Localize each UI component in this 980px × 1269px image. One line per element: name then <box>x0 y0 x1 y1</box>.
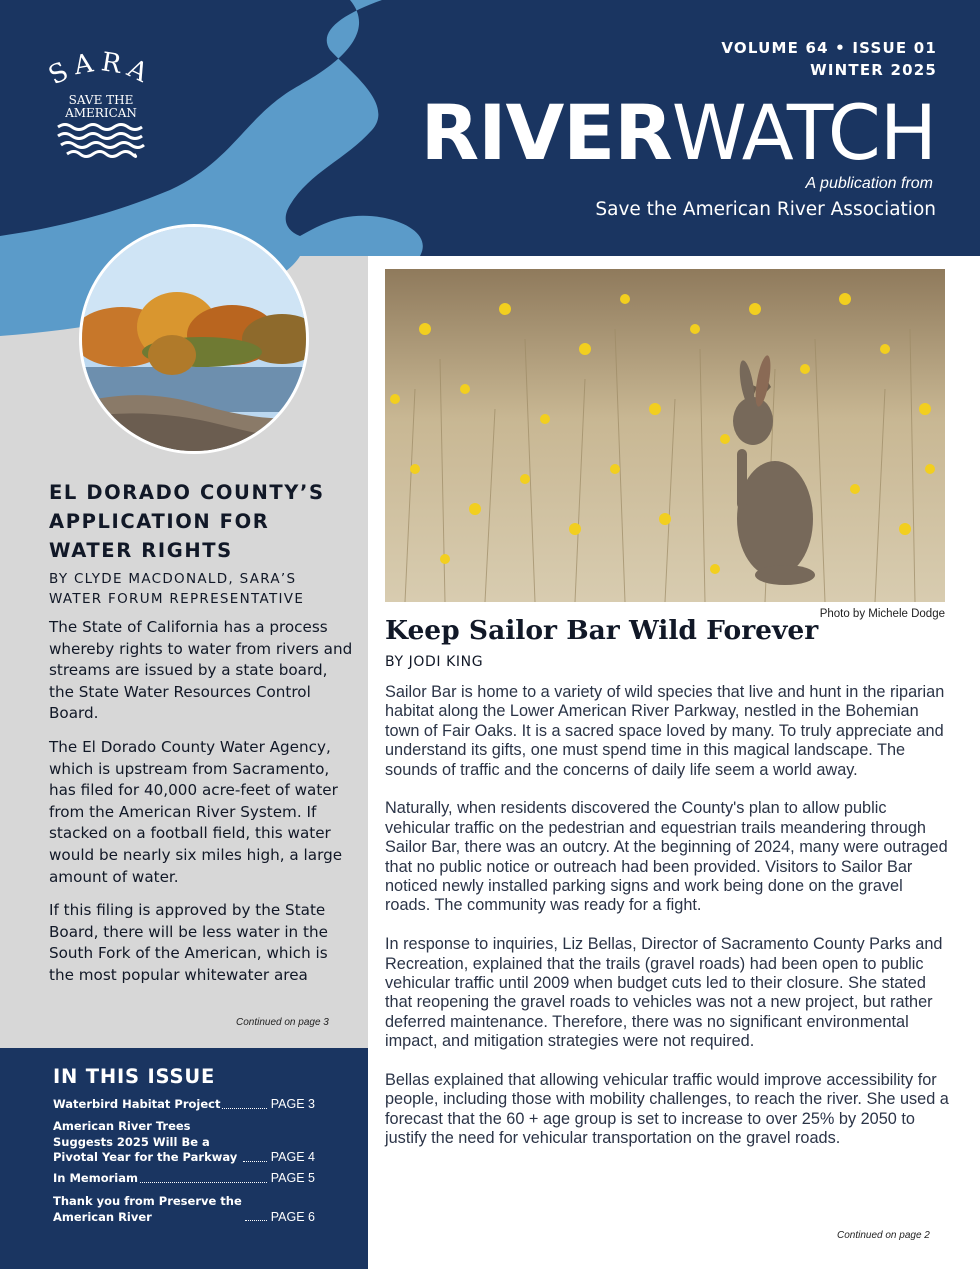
season-line: WINTER 2025 <box>810 61 937 79</box>
masthead-header <box>0 0 980 256</box>
river-photo <box>79 224 309 454</box>
volume-line: VOLUME 64 • ISSUE 01 <box>721 39 937 57</box>
issue-info <box>721 37 937 81</box>
issue-item[interactable] <box>53 1194 315 1225</box>
issue-item-name: In Memoriam <box>53 1171 138 1185</box>
main-article-title: Keep Sailor Bar Wild Forever <box>385 615 819 646</box>
svg-text:SARA <box>44 47 158 91</box>
issue-item[interactable] <box>53 1119 315 1166</box>
issue-item-name: American River Trees Suggests 2025 Will Be a Pivotal Year for the Parkway <box>53 1119 238 1164</box>
issue-item-page: PAGE 6 <box>270 1209 315 1224</box>
leader-dots <box>243 1161 267 1162</box>
issue-item-name: Waterbird Habitat Project <box>53 1097 221 1111</box>
masthead-title <box>421 88 936 178</box>
leader-dots <box>140 1182 267 1183</box>
issue-item-page: PAGE 5 <box>270 1171 315 1185</box>
main-article-body <box>385 683 950 1168</box>
left-article-byline: BY CLYDE MACDONALD, SARA’S WATER FORUM REPRESENTATIVE <box>49 571 305 607</box>
main-continued-note: Continued on page 2 <box>837 1230 930 1241</box>
issue-item-name: Thank you from Preserve the American River <box>53 1194 242 1224</box>
issue-item[interactable] <box>53 1097 315 1113</box>
photo-credit: Photo by Michele Dodge <box>819 608 945 620</box>
main-article-byline: BY JODI KING <box>385 654 484 670</box>
logo-sub-1: SAVE THE <box>68 93 134 107</box>
sara-logo <box>36 44 166 174</box>
issue-item-page: PAGE 4 <box>270 1150 315 1164</box>
main-paragraph: Sailor Bar is home to a variety of wild species that live and hunt in the riparian habitat along the Lower American River Parkway, nestled in the Bohemian town of Fair Oaks. It is a sacred space loved by many. To truly appreciate and understand its gifts, one must spend time in this magical landscape. The sounds of traffic and the concerns of daily life seem a world away. <box>385 683 945 779</box>
left-paragraph: The El Dorado County Water Agency, which is upstream from Sacramento, has filed for 40,000 acre-feet of water from the American River System. If stacked on a football field, this water would be nearly six miles high, a large amount of water. <box>49 737 343 886</box>
logo-waves-icon <box>58 125 144 157</box>
masthead-bold: RIVER <box>420 88 672 177</box>
logo-word: SARA <box>44 47 158 92</box>
publication-from: A publication from <box>805 175 933 192</box>
leader-dots <box>222 1108 266 1109</box>
left-article-body <box>49 617 353 999</box>
issue-item-page: PAGE 3 <box>270 1097 315 1111</box>
masthead-light: WATCH <box>671 88 936 177</box>
main-paragraph: Bellas explained that allowing vehicular traffic would improve accessibility for people, including those with mobility challenges, to reach the river. She used a forecast that the 60 + age group is set to increase to over 25% by 2050 to justify the need for vehicular transportation on the gravel roads. <box>385 1071 949 1148</box>
left-article-title: EL DORADO COUNTY’S APPLICATION FOR WATER RIGHTS <box>49 481 325 562</box>
left-paragraph: If this filing is approved by the State Board, there will be less water in the South Fork of the American, which is the most popular whitewater area <box>49 901 328 984</box>
issue-item[interactable] <box>53 1171 315 1187</box>
logo-sub-2: AMERICAN <box>65 106 137 120</box>
left-paragraph: The State of California has a process whereby rights to water from rivers and streams are issued by a state board, the State Water Resources Control Board. <box>49 618 353 723</box>
in-this-issue-title: IN THIS ISSUE <box>53 1065 216 1088</box>
association-name: Save the American River Association <box>595 199 936 220</box>
jackrabbit-photo <box>385 269 945 602</box>
left-continued-note: Continued on page 3 <box>236 1017 329 1028</box>
main-paragraph: In response to inquiries, Liz Bellas, Director of Sacramento County Parks and Recreation, explained that the trails (gravel roads) had been open to public vehicular traffic until 2009 when budget cuts led to their closure. She stated that reopening the gravel roads to vehicles was not a new project, but rather deferred maintenance. Therefore, there was no significant environmental impact, and mitigation strategies were not required. <box>385 935 943 1051</box>
in-this-issue-box <box>0 1048 368 1269</box>
main-paragraph: Naturally, when residents discovered the County's plan to allow public vehicular traffic on the pedestrian and equestrian trails meandering through Sailor Bar, there was an outcry. At the beginning of 2024, many were outraged that no public notice or outreach had been provided. Visitors to Sailor Bar noticed newly installed parking signs and work being done on the gravel roads. The community was ready for a fight. <box>385 799 948 915</box>
leader-dots <box>245 1220 267 1221</box>
